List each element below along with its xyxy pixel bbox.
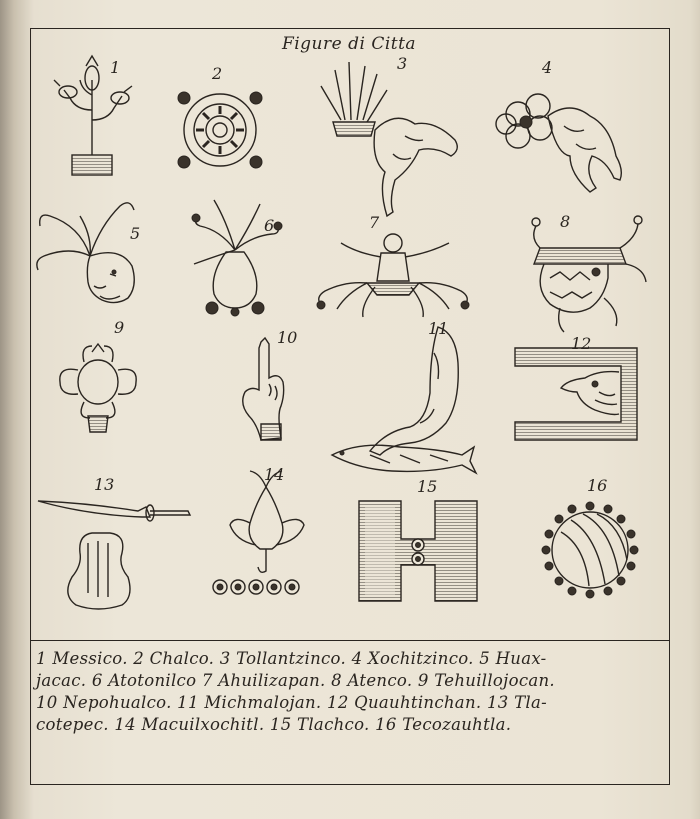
flower-with-dots-icon bbox=[210, 463, 320, 603]
figure-8 bbox=[520, 208, 650, 338]
rosette-icon bbox=[48, 318, 148, 438]
figure-number: 3 bbox=[397, 54, 408, 73]
figure-number: 15 bbox=[417, 477, 438, 496]
figure-12 bbox=[515, 334, 645, 448]
flower-legs-icon bbox=[480, 56, 640, 216]
figure-6 bbox=[180, 190, 290, 320]
eagle-head-frame-icon bbox=[515, 348, 645, 448]
figure-9 bbox=[48, 318, 148, 438]
figure-number: 4 bbox=[542, 58, 553, 77]
figure-number: 14 bbox=[264, 465, 285, 484]
figure-number: 12 bbox=[571, 334, 592, 353]
figure-3 bbox=[315, 50, 475, 220]
striped-ball-icon bbox=[535, 476, 645, 606]
caption-line: 10 Nepohualco. 11 Michmalojan. 12 Quauhtinchan. 13 Tla- bbox=[36, 693, 547, 712]
sun-wheel-icon bbox=[170, 68, 270, 178]
caption-line: 1 Messico. 2 Chalco. 3 Tollantzinco. 4 Xochitzinco. 5 Huax- bbox=[36, 649, 547, 668]
serpent-head-icon bbox=[520, 208, 650, 338]
dagger-and-stone-icon bbox=[38, 473, 198, 613]
caption-line: jacac. 6 Atotonilco 7 Ahuilizapan. 8 Atenco. 9 Tehuillojocan. bbox=[36, 671, 555, 690]
figure-5 bbox=[30, 186, 150, 316]
figure-14 bbox=[210, 463, 320, 603]
figure-number: 7 bbox=[369, 213, 380, 232]
man-emerging-icon bbox=[305, 213, 485, 323]
figure-1 bbox=[42, 50, 142, 180]
figure-2 bbox=[170, 64, 270, 178]
reed-legs-icon bbox=[315, 50, 475, 220]
caption-divider bbox=[30, 640, 670, 641]
figure-13 bbox=[38, 473, 198, 613]
figure-number: 13 bbox=[94, 475, 115, 494]
figure-number: 5 bbox=[130, 224, 141, 243]
figure-15 bbox=[355, 477, 485, 613]
caption-line: cotepec. 14 Macuilxochitl. 15 Tlachco. 16 Tecozauhtla. bbox=[36, 715, 512, 734]
figure-number: 8 bbox=[560, 212, 571, 231]
figure-number: 6 bbox=[264, 216, 275, 235]
figure-number: 16 bbox=[587, 476, 608, 495]
vase-with-tentacles-icon bbox=[180, 190, 290, 320]
figure-caption bbox=[36, 648, 664, 736]
h-glyph-icon bbox=[355, 483, 485, 613]
figure-16 bbox=[535, 476, 645, 606]
pointing-hand-icon bbox=[225, 328, 315, 448]
figure-number: 2 bbox=[212, 64, 223, 83]
cactus-on-stone-icon bbox=[42, 50, 142, 180]
figure-7 bbox=[305, 213, 485, 323]
arm-holding-fish-icon bbox=[330, 323, 480, 483]
figure-number: 11 bbox=[428, 319, 449, 338]
plate-title: Figure di Citta bbox=[281, 34, 417, 54]
figure-10 bbox=[225, 328, 315, 448]
figure-number: 9 bbox=[114, 318, 125, 337]
figure-number: 10 bbox=[277, 328, 298, 347]
engraved-plate bbox=[30, 28, 668, 640]
figure-number: 1 bbox=[110, 58, 121, 77]
figure-4 bbox=[480, 56, 640, 216]
feathered-head-icon bbox=[30, 186, 150, 316]
figure-11 bbox=[330, 319, 480, 483]
